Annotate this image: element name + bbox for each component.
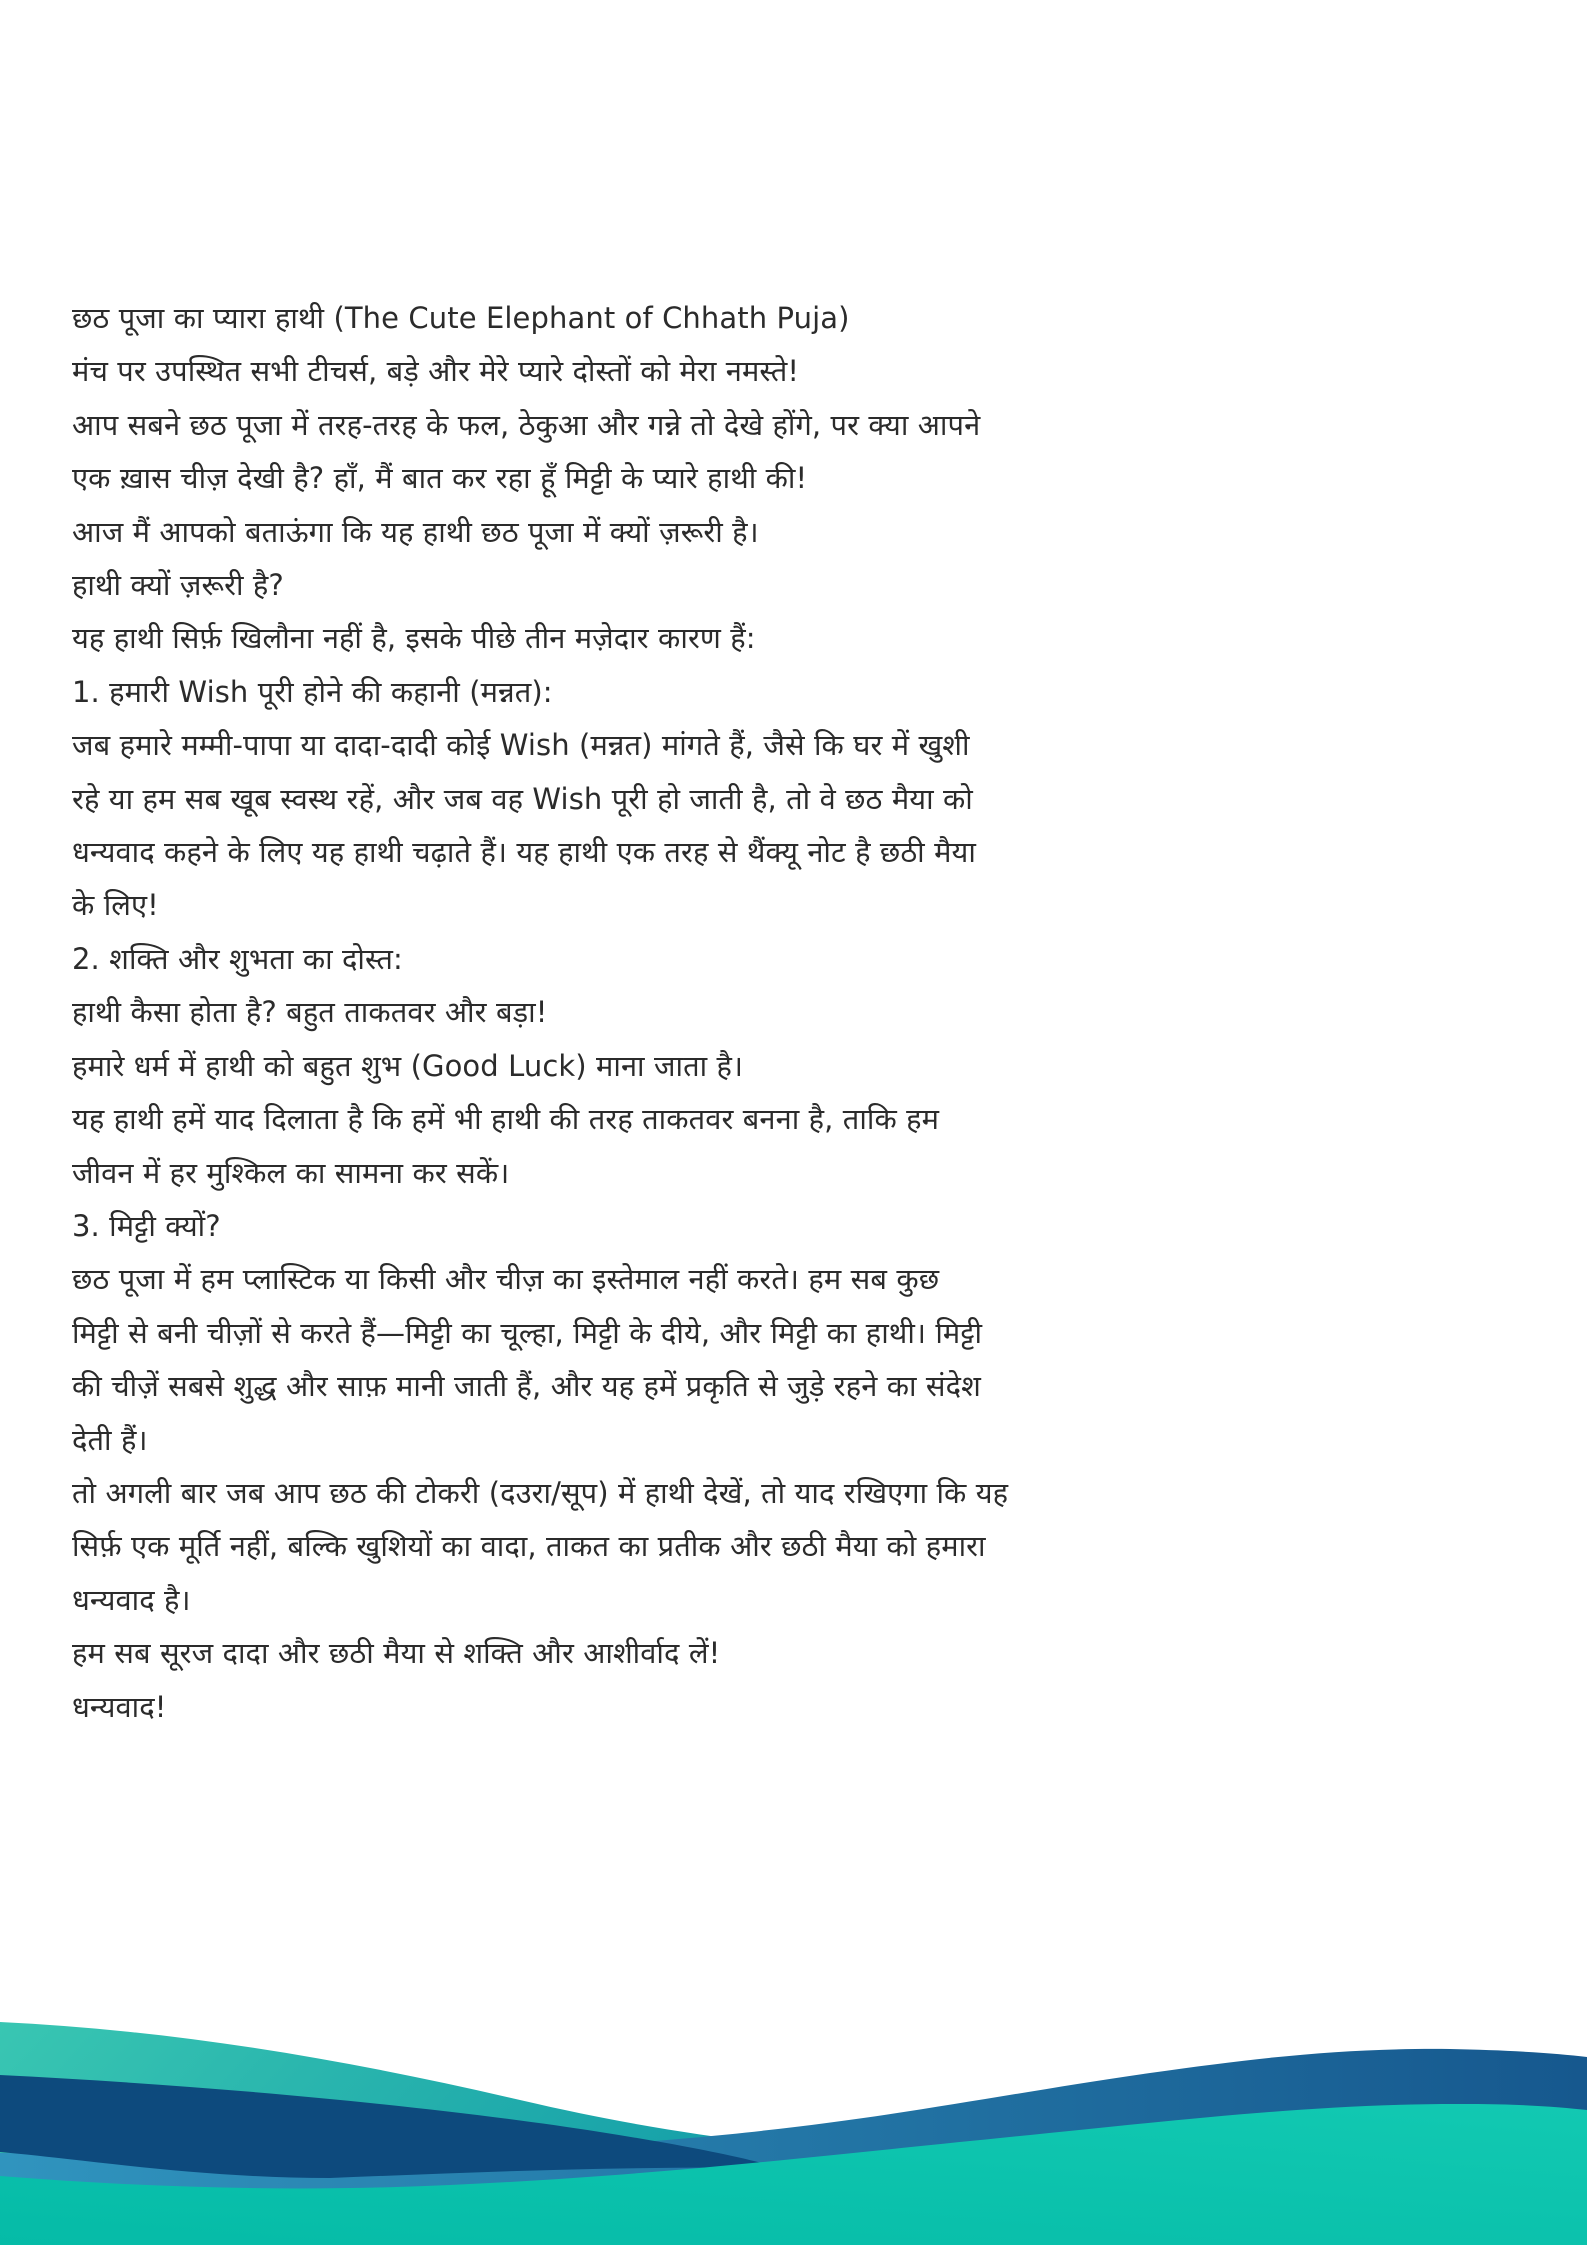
- speech-text-block: [72, 292, 1532, 1734]
- text-line: हमारे धर्म में हाथी को बहुत शुभ (Good Luck) माना जाता है।: [72, 1048, 744, 1083]
- text-line: हाथी कैसा होता है? बहुत ताकतवर और बड़ा!: [72, 995, 548, 1030]
- text-line: धन्यवाद है।: [72, 1582, 191, 1617]
- text-line: 1. हमारी Wish पूरी होने की कहानी (मन्नत):: [72, 674, 553, 709]
- text-line: रहे या हम सब खूब स्वस्थ रहें, और जब वह Wish पूरी हो जाती है, तो वे छठ मैया को: [72, 781, 973, 816]
- text-line: हाथी क्यों ज़रूरी है?: [72, 568, 284, 603]
- document-title: छठ पूजा का प्यारा हाथी (The Cute Elephant of Chhath Puja): [72, 301, 850, 335]
- text-line: तो अगली बार जब आप छठ की टोकरी (दउरा/सूप) में हाथी देखें, तो याद रखिएगा कि यह: [72, 1475, 1009, 1510]
- text-line: मंच पर उपस्थित सभी टीचर्स, बड़े और मेरे प्यारे दोस्तों को मेरा नमस्ते!: [72, 354, 800, 389]
- text-line: एक ख़ास चीज़ देखी है? हाँ, मैं बात कर रहा हूँ मिट्टी के प्यारे हाथी की!: [72, 461, 808, 496]
- text-line: आज मैं आपको बताऊंगा कि यह हाथी छठ पूजा में क्यों ज़रूरी है।: [72, 514, 759, 549]
- text-line: धन्यवाद कहने के लिए यह हाथी चढ़ाते हैं। यह हाथी एक तरह से थैंक्यू नोट है छठी मैया: [72, 835, 976, 870]
- text-line: जीवन में हर मुश्किल का सामना कर सकें।: [72, 1155, 510, 1190]
- text-line: 2. शक्ति और शुभता का दोस्त:: [72, 941, 403, 976]
- text-line: 3. मिट्टी क्यों?: [72, 1208, 221, 1243]
- text-line: हम सब सूरज दादा और छठी मैया से शक्ति और आशीर्वाद लें!: [72, 1636, 721, 1671]
- text-line: की चीज़ें सबसे शुद्ध और साफ़ मानी जाती हैं, और यह हमें प्रकृति से जुड़े रहने का संदेश: [72, 1369, 981, 1404]
- text-line: के लिए!: [72, 888, 159, 923]
- text-line: यह हाथी हमें याद दिलाता है कि हमें भी हाथी की तरह ताकतवर बनना है, ताकि हम: [72, 1102, 940, 1137]
- text-line: धन्यवाद!: [72, 1689, 167, 1724]
- text-line: सिर्फ़ एक मूर्ति नहीं, बल्कि खुशियों का वादा, ताकत का प्रतीक और छठी मैया को हमारा: [72, 1529, 986, 1564]
- text-line: मिट्टी से बनी चीज़ों से करते हैं—मिट्टी का चूल्हा, मिट्टी के दीये, और मिट्टी का हाथी। मिट्टी: [72, 1315, 983, 1350]
- footer-wave-decoration: [0, 1900, 1587, 2245]
- text-line: देती हैं।: [72, 1422, 148, 1457]
- text-line: छठ पूजा में हम प्लास्टिक या किसी और चीज़ का इस्तेमाल नहीं करते। हम सब कुछ: [72, 1262, 940, 1297]
- text-line: यह हाथी सिर्फ़ खिलौना नहीं है, इसके पीछे तीन मज़ेदार कारण हैं:: [72, 621, 756, 656]
- text-line: जब हमारे मम्मी-पापा या दादा-दादी कोई Wish (मन्नत) मांगते हैं, जैसे कि घर में खुशी: [72, 728, 970, 763]
- text-line: आप सबने छठ पूजा में तरह-तरह के फल, ठेकुआ और गन्ने तो देखे होंगे, पर क्या आपने: [72, 407, 981, 442]
